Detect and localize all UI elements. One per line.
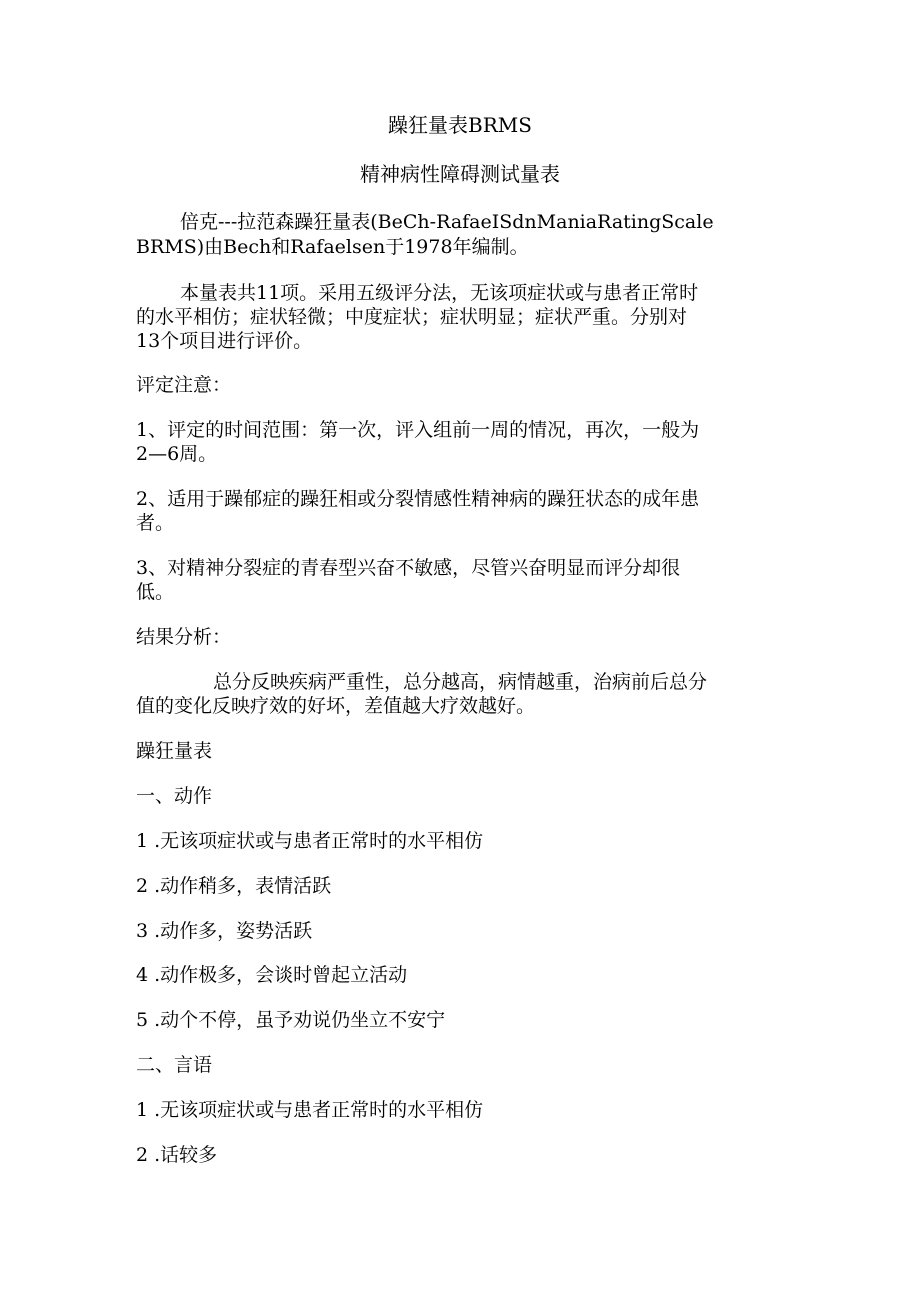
scale-description-line-2: 的水平相仿；症状轻微；中度症状；症状明显；症状严重。分别对 <box>136 306 688 328</box>
list-item: 2 .话较多 <box>136 1144 218 1166</box>
intro-paragraph-line-2: BRMS)由Bech和Rafaelsen于1978年编制。 <box>136 236 529 258</box>
note-1-line-2: 2—6周。 <box>136 443 218 465</box>
note-2-line-1: 2、适用于躁郁症的躁狂相或分裂情感性精神病的躁狂状态的成年患 <box>136 488 700 510</box>
notes-heading: 评定注意： <box>136 374 232 396</box>
note-2-line-2: 者。 <box>136 512 175 534</box>
scale-heading: 躁狂量表 <box>136 740 213 762</box>
list-item: 1 .无该项症状或与患者正常时的水平相仿 <box>136 1099 484 1121</box>
result-heading: 结果分析： <box>136 626 232 648</box>
document-title: 躁狂量表BRMS <box>388 113 532 137</box>
note-1-line-1: 1、评定的时间范围：第一次，评入组前一周的情况，再次，一般为 <box>136 419 700 441</box>
list-item: 2 .动作稍多，表情活跃 <box>136 875 332 897</box>
section-2-heading: 二、言语 <box>136 1054 213 1076</box>
intro-paragraph-line-1: 倍克---拉范森躁狂量表(BeCh-RafaeISdnManiaRatingScale <box>180 211 714 233</box>
list-item: 1 .无该项症状或与患者正常时的水平相仿 <box>136 830 484 852</box>
section-1-heading: 一、动作 <box>136 785 213 807</box>
note-3-line-1: 3、对精神分裂症的青春型兴奋不敏感，尽管兴奋明显而评分却很 <box>136 557 681 579</box>
list-item: 3 .动作多，姿势活跃 <box>136 920 313 942</box>
result-paragraph-line-1: 总分反映疾病严重性，总分越高，病情越重，治病前后总分 <box>213 671 708 693</box>
list-item: 4 .动作极多，会谈时曾起立活动 <box>136 964 408 986</box>
result-paragraph-line-2: 值的变化反映疗效的好坏，差值越大疗效越好。 <box>136 695 536 717</box>
scale-description-line-3: 13个项目进行评价。 <box>136 330 313 352</box>
scale-description-line-1: 本量表共11项。采用五级评分法，无该项症状或与患者正常时 <box>180 282 699 304</box>
note-3-line-2: 低。 <box>136 581 175 603</box>
document-subtitle: 精神病性障碍测试量表 <box>360 162 560 186</box>
list-item: 5 .动个不停，虽予劝说仍坐立不安宁 <box>136 1009 446 1031</box>
